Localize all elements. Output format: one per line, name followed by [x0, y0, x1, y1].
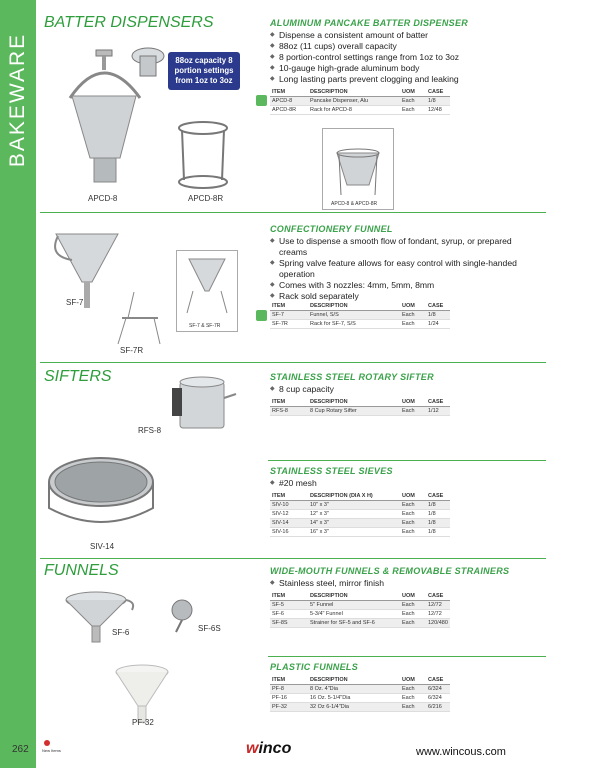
table-row: SF-5 5" Funnel Each 12/72	[270, 601, 450, 610]
bullet: ◆ Use to dispense a smooth flow of fondant, syrup, or prepared creams	[270, 236, 540, 258]
bullet: ◆ Dispense a consistent amount of batter	[270, 30, 459, 41]
table-row: SIV-14 14" x 3" Each 1/8	[270, 519, 450, 528]
bullets-batter	[270, 30, 459, 85]
table-confectionery	[270, 302, 450, 329]
sieve-image	[46, 452, 156, 540]
table-widemouth	[270, 592, 450, 628]
subsection-divider	[268, 656, 546, 657]
bullet: ◆ Stainless steel, mirror finish	[270, 578, 384, 589]
rotary-sifter-image	[170, 374, 240, 432]
subtitle-batter: ALUMINUM PANCAKE BATTER DISPENSER	[270, 18, 469, 28]
confectionery-funnel-image	[52, 226, 122, 316]
bullet: ◆ Long lasting parts prevent clogging and leaking	[270, 74, 459, 85]
table-header: ITEM DESCRIPTION UOM CASE	[270, 88, 450, 97]
subtitle-plastic: PLASTIC FUNNELS	[270, 662, 359, 672]
winco-logo: winco	[246, 740, 292, 757]
caption-sf-7-combo: SF-7 & SF-7R	[189, 323, 221, 329]
table-row: PF-32 32 Oz 6-1/4"Dia Each 6/216	[270, 703, 450, 712]
bullet: ◆ #20 mesh	[270, 478, 317, 489]
combo-image-box	[322, 128, 394, 210]
caption-sf-7r: SF-7R	[120, 346, 144, 355]
section-title-funnels: FUNNELS	[44, 562, 119, 579]
new-item-icon	[256, 310, 267, 321]
table-row: SIV-10 10" x 3" Each 1/8	[270, 501, 450, 510]
table-header: ITEM DESCRIPTION UOM CASE	[270, 676, 450, 685]
plastic-funnel-image	[112, 662, 172, 724]
table-header: ITEM DESCRIPTION UOM CASE	[270, 592, 450, 601]
new-item-dot-icon	[44, 740, 50, 746]
caption-sf-7: SF-7	[66, 298, 84, 307]
table-batter	[270, 88, 450, 115]
funnel-on-rack-image	[177, 251, 237, 319]
capacity-callout: 88oz capacity 8 portion settings from 1oz to 3oz	[168, 52, 240, 90]
table-row: SF-7 Funnel, S/S Each 1/8	[270, 311, 450, 320]
table-sieves	[270, 492, 450, 537]
table-row: SF-7R Rack for SF-7, S/S Each 1/24	[270, 320, 450, 329]
table-rotary	[270, 398, 450, 416]
table-row: APCD-8R Rack for APCD-8 Each 12/48	[270, 106, 450, 115]
bullet: ◆ Spring valve feature allows for easy control with single-handed operation	[270, 258, 540, 280]
caption-apcd-8: APCD-8	[88, 194, 118, 203]
table-header: ITEM DESCRIPTION (DIA X H) UOM CASE	[270, 492, 450, 501]
bullet: ◆ 8 cup capacity	[270, 384, 334, 395]
subsection-divider	[268, 460, 546, 461]
bullets-sieves	[270, 478, 317, 489]
bullet: ◆ Rack sold separately	[270, 291, 540, 302]
bullet: ◆ 10-gauge high-grade aluminum body	[270, 63, 459, 74]
section-divider	[40, 212, 546, 213]
bullets-rotary	[270, 384, 334, 395]
new-item-icon	[256, 95, 267, 106]
section-divider	[40, 558, 546, 559]
dispenser-valve-image	[126, 44, 171, 84]
bullet: ◆ 8 portion-control settings range from 1oz to 3oz	[270, 52, 459, 63]
table-row: SIV-16 16" x 3" Each 1/8	[270, 528, 450, 537]
page-number: 262	[12, 744, 29, 755]
table-row: SF-6 5-3/4" Funnel Each 12/72	[270, 610, 450, 619]
table-row: SIV-12 12" x 3" Each 1/8	[270, 510, 450, 519]
subtitle-confectionery: CONFECTIONERY FUNNEL	[270, 224, 393, 234]
caption-apcd-8r: APCD-8R	[188, 194, 224, 203]
table-row: PF-8 8 Oz. 4"Dia Each 6/324	[270, 685, 450, 694]
website-url[interactable]: www.wincous.com	[416, 746, 506, 758]
section-title-sifters: SIFTERS	[44, 368, 112, 385]
new-items-legend: New Items	[42, 748, 61, 753]
table-row: SF-8S Strainer for SF-5 and SF-6 Each 120/480	[270, 619, 450, 628]
bullets-widemouth	[270, 578, 384, 589]
funnel-combo-box	[176, 250, 238, 332]
caption-sf-6s: SF-6S	[198, 624, 221, 633]
table-header: ITEM DESCRIPTION UOM CASE	[270, 302, 450, 311]
subtitle-sieves: STAINLESS STEEL SIEVES	[270, 466, 393, 476]
table-plastic	[270, 676, 450, 712]
caption-sf-6: SF-6	[112, 628, 130, 637]
caption-rfs-8: RFS-8	[138, 426, 162, 435]
caption-apcd-combo: APCD-8 & APCD-8R	[331, 201, 378, 207]
strainer-image	[166, 598, 198, 634]
caption-siv-14: SIV-14	[90, 542, 115, 551]
rack-image	[176, 120, 231, 192]
category-label: BAKEWARE	[6, 32, 29, 168]
bullet: ◆ Comes with 3 nozzles: 4mm, 5mm, 8mm	[270, 280, 540, 291]
table-row: APCD-8 Pancake Dispenser, Alu Each 1/8	[270, 97, 450, 106]
caption-pf-32: PF-32	[132, 718, 154, 727]
sidebar	[0, 0, 36, 768]
table-row: PF-16 16 Oz. 5-1/4"Dia Each 6/324	[270, 694, 450, 703]
funnel-rack-image	[114, 288, 164, 348]
table-header: ITEM DESCRIPTION UOM CASE	[270, 398, 450, 407]
section-divider	[40, 362, 546, 363]
table-row: RFS-8 8 Cup Rotary Sifter Each 1/12	[270, 407, 450, 416]
section-title-batter: BATTER DISPENSERS	[44, 14, 214, 31]
subtitle-rotary: STAINLESS STEEL ROTARY SIFTER	[270, 372, 434, 382]
bullets-confectionery	[270, 236, 540, 302]
dispenser-on-rack-image	[323, 129, 393, 199]
bullet: ◆ 88oz (11 cups) overall capacity	[270, 41, 459, 52]
subtitle-widemouth: WIDE-MOUTH FUNNELS & REMOVABLE STRAINERS	[270, 566, 510, 576]
